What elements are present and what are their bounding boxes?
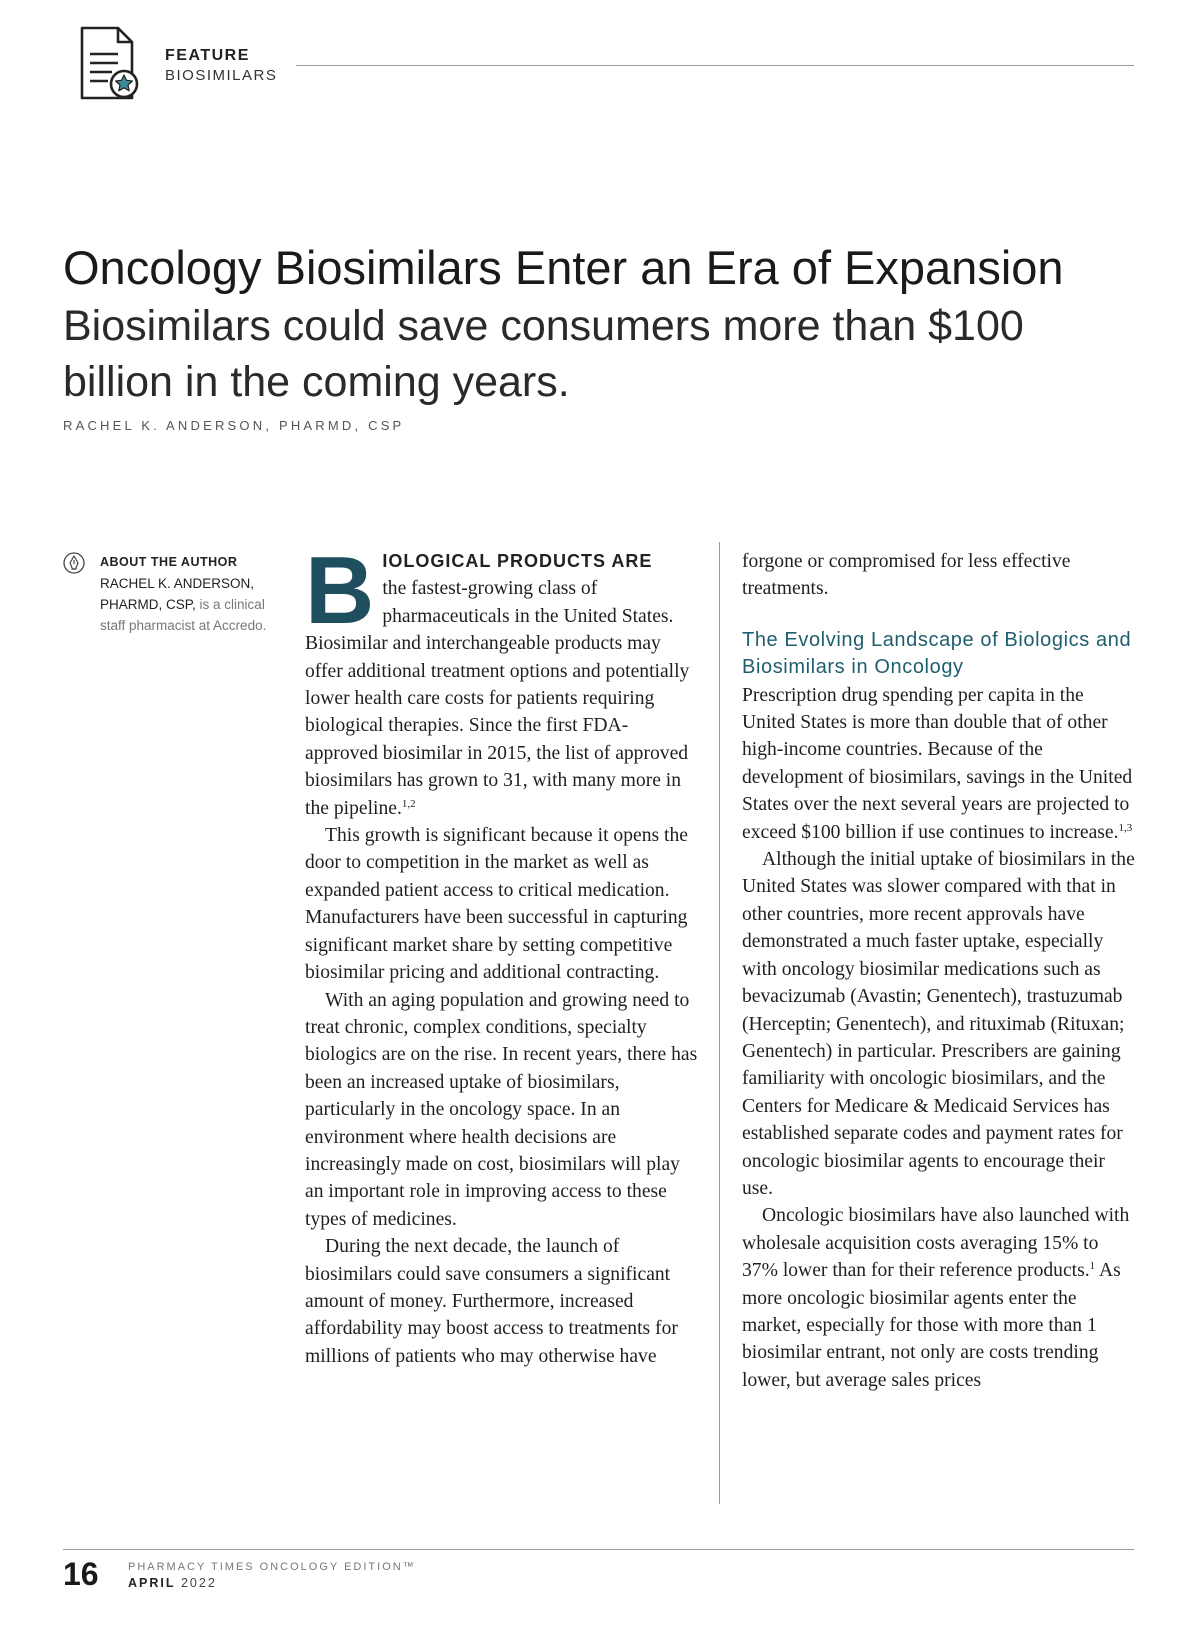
- body-column-1: [305, 537, 700, 1370]
- body-paragraph: forgone or compromised for less effective treatments.: [742, 551, 1071, 600]
- pen-nib-icon: [63, 552, 85, 574]
- publication-name: PHARMACY TIMES ONCOLOGY EDITION™: [128, 1561, 416, 1573]
- reference-superscript: 1: [1089, 1260, 1096, 1273]
- issue-month: APRIL: [128, 1576, 176, 1590]
- drop-cap: B: [305, 537, 375, 644]
- about-the-author: [100, 552, 275, 636]
- article-byline: RACHEL K. ANDERSON, PHARMD, CSP: [63, 418, 405, 433]
- document-star-icon: [78, 24, 140, 106]
- body-paragraph: Oncologic biosimilars have also launched with wholesale acquisition costs averaging 15% to 37% lower than for their reference products.$^1$ As more oncologic biosimilar agents enter the market, especially for those with more than 1 biosimilar entrant, not only are costs trending lower, but average sales prices: [742, 1205, 1130, 1391]
- footer-divider: [63, 1549, 1134, 1550]
- section-topic: BIOSIMILARS: [165, 67, 278, 84]
- body-paragraph: This growth is significant because it opens the door to competition in the market as well as expanded patient access to critical medication. Manufacturers have been successful in capturing significant market share by setting competitive biosimilar pricing and additional contracting.: [305, 825, 688, 984]
- section-kicker: FEATURE: [165, 47, 250, 64]
- author-box-label: ABOUT THE AUTHOR: [100, 555, 238, 569]
- section-subhead: The Evolving Landscape of Biologics and Biosimilars in Oncology: [742, 628, 1132, 679]
- article-dek: Biosimilars could save consumers more than $100 billion in the coming years.: [63, 302, 1024, 406]
- body-paragraph: With an aging population and growing need to treat chronic, complex conditions, specialty biologics are on the rise. In recent years, there has been an increased uptake of biosimilars, particularly in the oncology space. In an environment where health decisions are increasingly made on cost, biosimilars will play an important role in improving access to these types of medicines.: [305, 989, 698, 1230]
- section-tag: [165, 46, 277, 86]
- body-paragraph: During the next decade, the launch of biosimilars could save consumers a significant amount of money. Furthermore, increased affordability may boost access to treatments for millions of patients who may otherwise have: [305, 1236, 678, 1367]
- issue-date: [128, 1576, 217, 1590]
- author-name: RACHEL K. ANDERSON, PHARMD, CSP,: [100, 576, 255, 612]
- article-headline: Oncology Biosimilars Enter an Era of Expansion: [63, 241, 1064, 294]
- body-paragraph: BIOLOGICAL PRODUCTS ARE the fastest-growing class of pharmaceuticals in the United States. Biosimilar and interchangeable products may offer additional treatment options and potentially lower health care costs for patients requiring biological therapies. Since the first FDA-approved biosimilar in 2015, the list of approved biosimilars has grown to 31, with many more in the pipeline.$^{1,2}$: [305, 537, 690, 819]
- author-bio: is a clinical staff pharmacist at Accredo.: [100, 597, 267, 633]
- issue-year: 2022: [180, 1576, 217, 1590]
- reference-superscript: 1,2: [401, 797, 416, 810]
- reference-superscript: 1,3: [1118, 821, 1133, 834]
- lead-in: IOLOGICAL PRODUCTS ARE: [382, 551, 653, 571]
- body-paragraph: Prescription drug spending per capita in the United States is more than double that of other high-income countries. Because of the development of biosimilars, savings in the United States over the next several years are projected to exceed $100 billion if use continues to increase.$^{1,3}$: [742, 684, 1133, 843]
- body-column-2: [742, 548, 1137, 1394]
- body-paragraph: Although the initial uptake of biosimilars in the United States was slower compared with that in other countries, more recent approvals have demonstrated a much faster uptake, especially with oncology biosimilar medications such as bevacizumab (Avastin; Genentech), trastuzumab (Herceptin; Genentech), and rituximab (Rituxan; Genentech) in particular. Prescribers are gaining familiarity with oncologic biosimilars, and the Centers for Medicare & Medicaid Services has established separate codes and payment rates for oncologic biosimilar agents to encourage their use.: [742, 849, 1135, 1199]
- page-number: 16: [63, 1556, 99, 1592]
- header-divider: [296, 65, 1134, 66]
- column-divider: [719, 542, 720, 1504]
